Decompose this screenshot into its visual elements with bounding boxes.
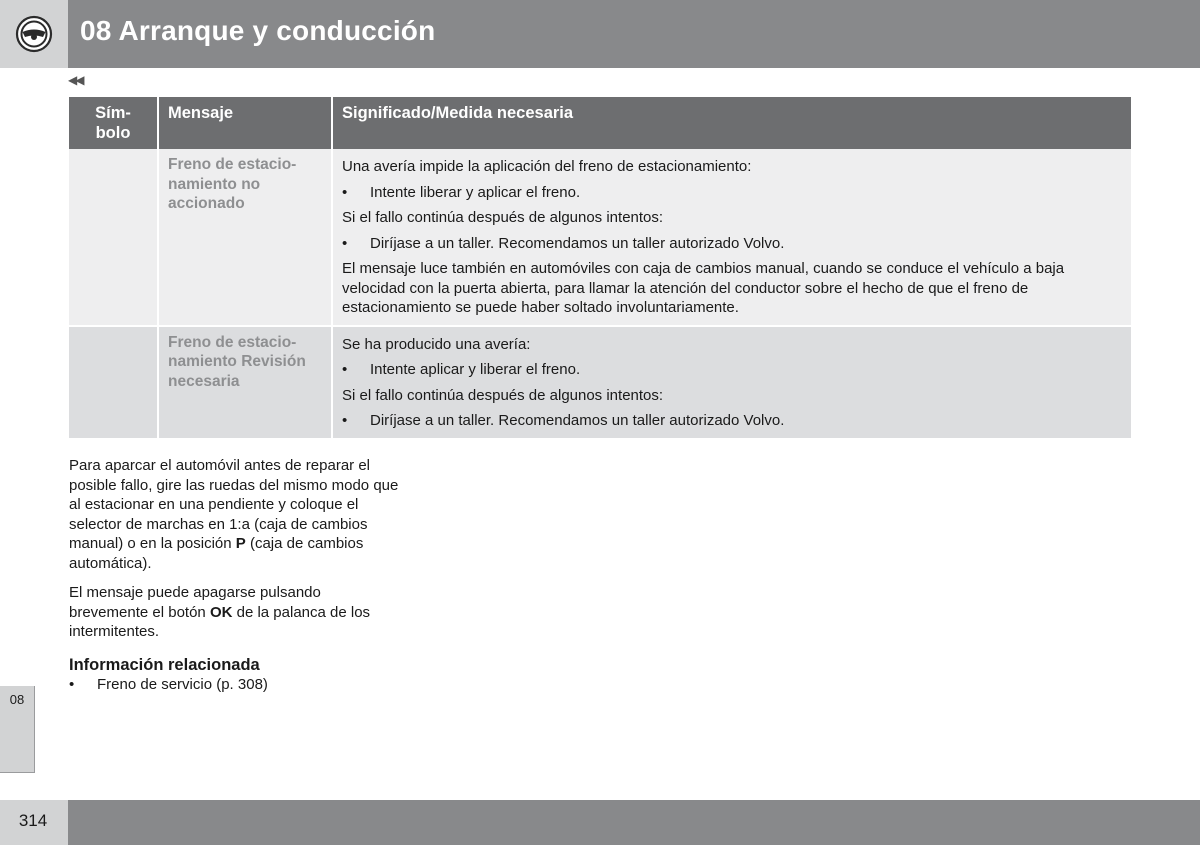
meaning-text: El mensaje luce también en automóviles con caja de cambios manual, cuando se conduce el vehículo a baja velocidad con la puerta abierta, para llamar la atención del conductor sobre el hecho de que el freno de estacionamiento se puede haber soltado involuntariamente. [342,260,1065,316]
page-number: 314 [18,811,48,830]
table-row [69,149,1131,326]
bullet-item: • Intente aplicar y liberar el freno. [342,361,581,378]
message-cell: Freno de estacio- namiento Revisión necesaria [158,326,332,438]
bullet-icon: • [342,183,348,201]
body-text [69,456,399,695]
bullet-item: • Diríjase a un taller. Recomendamos un taller autorizado Volvo. [342,412,785,429]
bullet-icon: • [342,234,348,252]
bullet-item: • Diríjase a un taller. Recomendamos un taller autorizado Volvo. [342,234,785,252]
steering-wheel-icon [15,15,53,53]
bullet-icon: • [342,412,348,429]
bullet-icon: • [342,361,348,378]
meaning-text: Se ha producido una avería: [342,335,531,353]
symbol-cell [69,149,158,326]
meaning-cell [332,326,1131,438]
message-off-paragraph: El mensaje puede apagarse pulsando brevemente el botón OK de la palanca de los intermitentes. [69,584,371,640]
chapter-side-tab: 08 [0,686,35,773]
related-link[interactable]: • Freno de servicio (p. 308) [69,676,268,693]
bullet-item: • Intente liberar y aplicar el freno. [342,183,581,201]
column-header-symbol: Sím- bolo [69,97,158,149]
bullet-icon: • [69,676,75,693]
meaning-text: Una avería impide la aplicación del freno de estacionamiento: [342,158,752,175]
chapter-icon-box [0,0,68,68]
table-header-row [69,97,1131,149]
chapter-title: 08 Arranque y conducción [80,15,436,46]
meaning-cell [332,149,1131,326]
message-cell: Freno de estacio- namiento no accionado [158,149,332,326]
column-header-meaning: Significado/Medida necesaria [332,97,1131,149]
column-header-message: Mensaje [158,97,332,149]
symbol-cell [69,326,158,438]
meaning-text: Si el fallo continúa después de algunos intentos: [342,386,664,404]
meaning-text: Si el fallo continúa después de algunos intentos: [342,209,664,226]
messages-table [69,97,1131,438]
parking-paragraph: Para aparcar el automóvil antes de reparar el posible fallo, gire las ruedas del mismo modo que al estacionar en una pendiente y coloque el selector de marchas en 1:a (caja de cambios manual) o en la posición P (caja de cambios automática). [69,457,399,572]
continued-arrows-icon: ◀◀ [68,73,83,87]
table-row [69,326,1131,438]
related-info-heading: Información relacionada [69,655,260,674]
footer-bar [68,800,1200,845]
